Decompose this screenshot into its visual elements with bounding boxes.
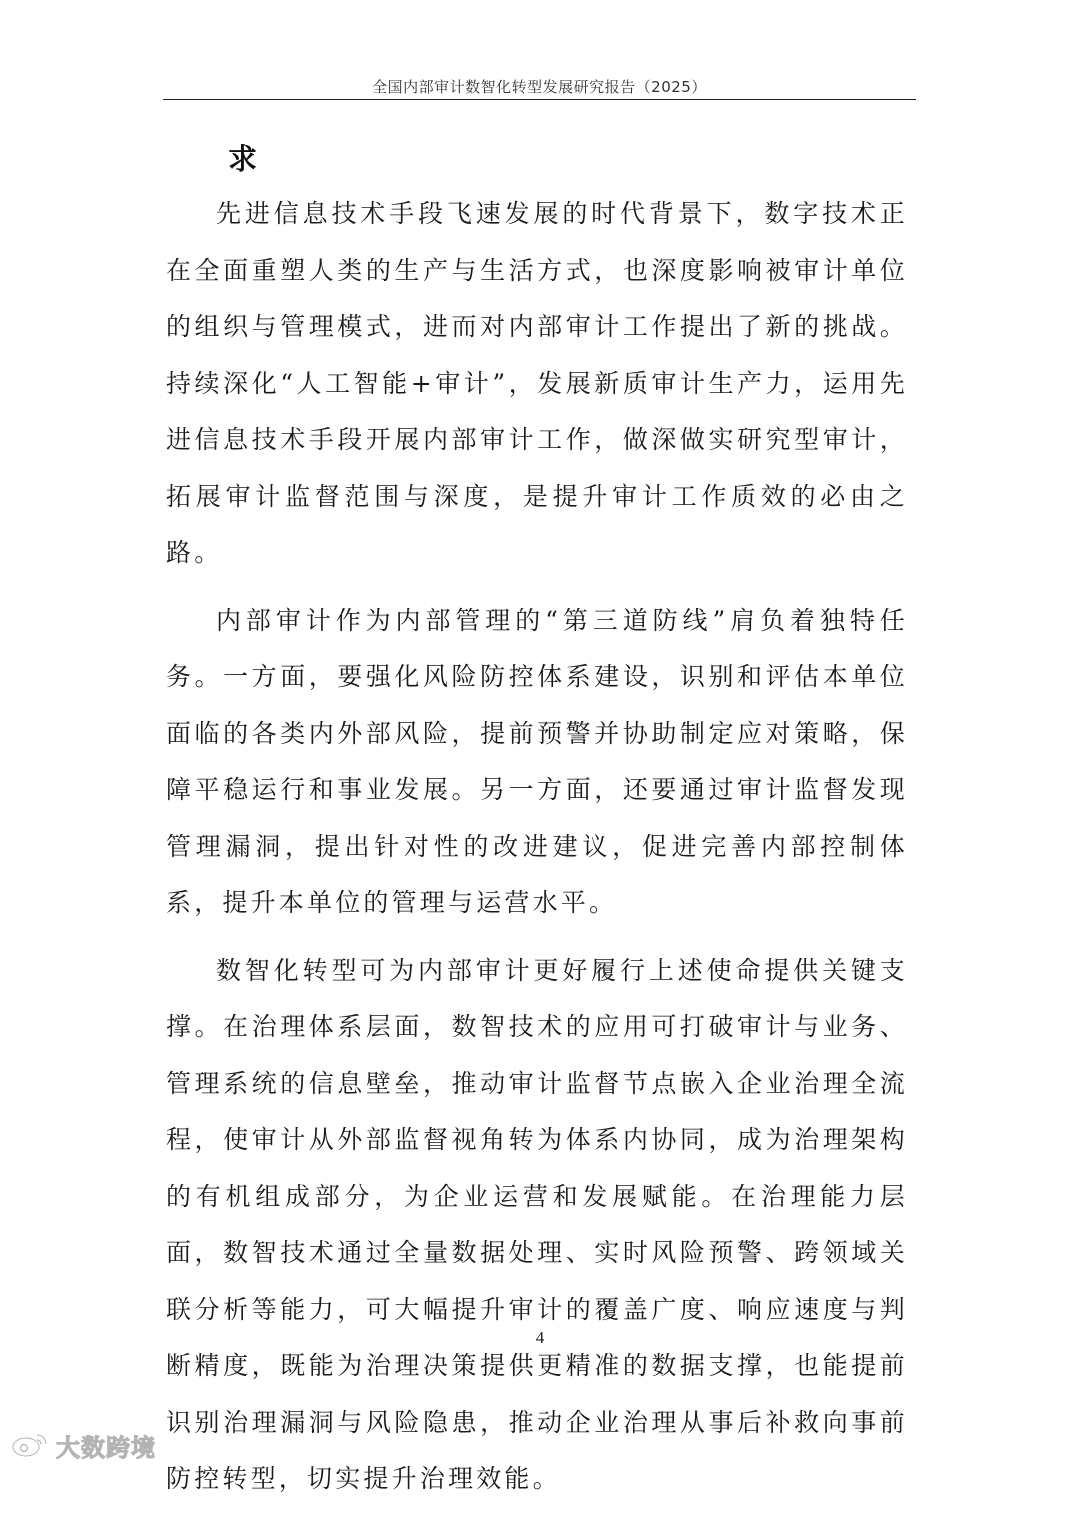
paragraph-2: 内部审计作为内部管理的“第三道防线”肩负着独特任务。一方面，要强化风险防控体系建设，识别和评估本单位面临的各类内外部风险，提前预警并协助制定应对策略，保障平稳运行和事业发展。另一方面，还要通过审计监督发现管理漏洞，提出针对性的改进建议，促进完善内部控制体系，提升本单位的管理与运营水平。 bbox=[166, 605, 908, 917]
watermark bbox=[10, 1428, 156, 1463]
header-rule bbox=[163, 99, 916, 100]
body-text bbox=[166, 186, 908, 1519]
running-header: 全国内部审计数智化转型发展研究报告（2025） bbox=[372, 78, 707, 96]
section-title: 求 bbox=[228, 142, 258, 176]
weibo-logo-icon bbox=[10, 1429, 52, 1463]
paragraph-1: 先进信息技术手段飞速发展的时代背景下，数字技术正在全面重塑人类的生产与生活方式，也深度影响被审计单位的组织与管理模式，进而对内部审计工作提出了新的挑战。持续深化“人工智能+审计”，发展新质审计生产力，运用先进信息技术手段开展内部审计工作，做深做实研究型审计，拓展审计监督范围与深度，是提升审计工作质效的必由之路。 bbox=[166, 199, 908, 567]
paragraph-3: 数智化转型可为内部审计更好履行上述使命提供关键支撑。在治理体系层面，数智技术的应用可打破审计与业务、管理系统的信息壁垒，推动审计监督节点嵌入企业治理全流程，使审计从外部监督视角转为体系内协同，成为治理架构的有机组成部分，为企业运营和发展赋能。在治理能力层面，数智技术通过全量数据处理、实时风险预警、跨领域关联分析等能力，可大幅提升审计的覆盖广度、响应速度与判断精度，既能为治理决策提供更精准的数据支撑，也能提前识别治理漏洞与风险隐患，推动企业治理从事后补救向事前防控转型，切实提升治理效能。 bbox=[166, 955, 908, 1493]
watermark-text: 大数跨境 bbox=[56, 1434, 156, 1462]
page-number: 4 bbox=[535, 1328, 545, 1347]
